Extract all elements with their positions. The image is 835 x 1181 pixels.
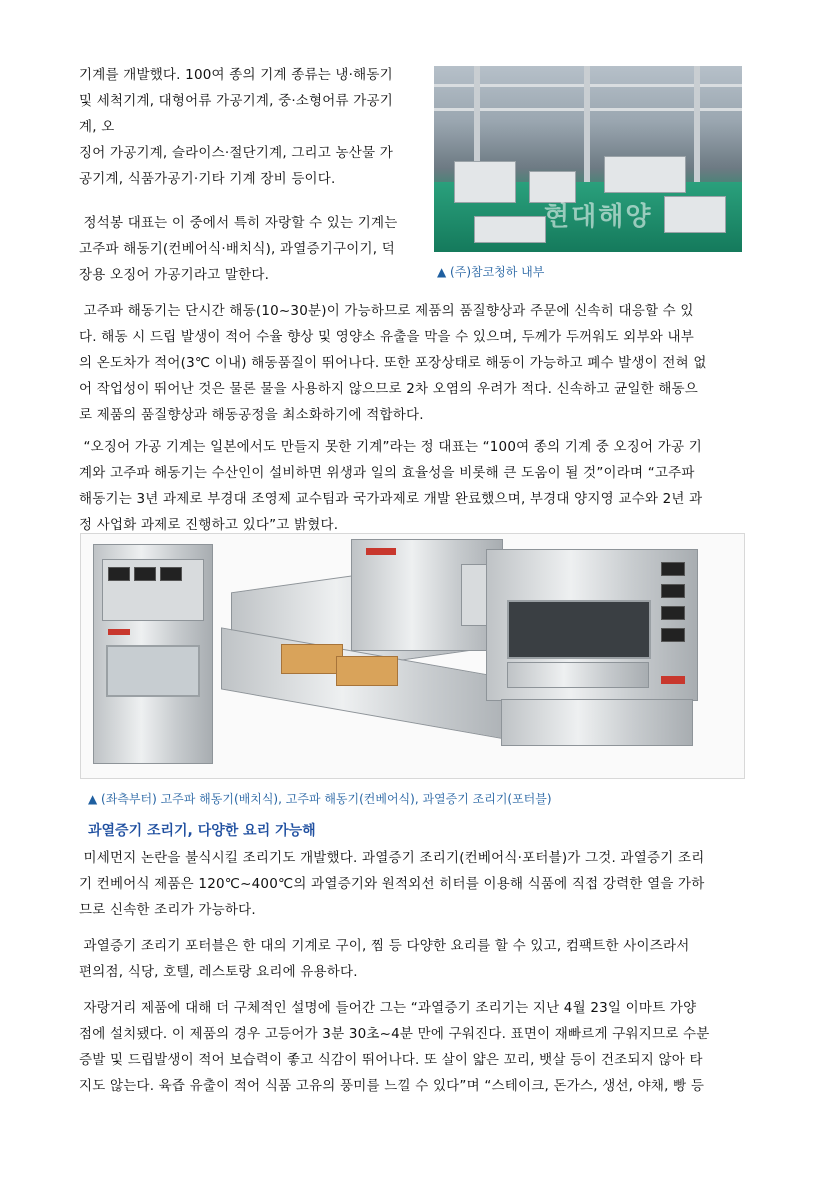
- text-line: 의 온도차가 적어(3℃ 이내) 해동품질이 뛰어나다. 또한 포장상태로 해동이 가능하고 폐수 발생이 전혀 없: [79, 355, 707, 371]
- text-line: 및 세척기계, 대형어류 가공기계, 중·소형어류 가공기: [79, 93, 393, 109]
- text-line: 기계를 개발했다. 100여 종의 기계 종류는 냉·해동기: [79, 67, 393, 83]
- watermark: 현대해양: [544, 202, 653, 232]
- text-line: 로 제품의 품질향상과 해동공정을 최소화하기에 적합하다.: [79, 407, 424, 423]
- text-line: 징어 가공기계, 슬라이스·절단기계, 그리고 농산물 가: [79, 145, 393, 161]
- intro-paragraph-2: [79, 210, 424, 288]
- text-line: 정석봉 대표는 이 중에서 특히 자랑할 수 있는 기계는: [79, 215, 398, 231]
- text-line: 과열증기 조리기 포터블은 한 대의 기계로 구이, 찜 등 다양한 요리를 할 수 있고, 컴팩트한 사이즈라서: [79, 938, 690, 954]
- photo-caption: ▲ (좌측부터) 고주파 해동기(배치식), 고주파 해동기(컨베어식), 과열증기 조리기(포터블): [88, 792, 552, 806]
- text-line: 미세먼지 논란을 불식시킬 조리기도 개발했다. 과열증기 조리기(컨베어식·포터블)가 그것. 과열증기 조리: [79, 850, 705, 866]
- text-line: 고주파 해동기는 단시간 해동(10~30분)이 가능하므로 제품의 품질향상과 주문에 신속히 대응할 수 있: [79, 303, 694, 319]
- paragraph-thawing: [79, 298, 759, 428]
- text-line: 므로 신속한 조리가 가능하다.: [79, 902, 256, 918]
- text-line: 증발 및 드립발생이 적어 보습력이 좋고 식감이 뛰어나다. 또 살이 얇은 꼬리, 뱃살 등이 건조되지 않아 타: [79, 1052, 703, 1068]
- factory-interior-photo: [434, 66, 742, 252]
- paragraph-portable: [79, 933, 759, 985]
- batch-thawer-image: [93, 544, 213, 764]
- text-line: 공기계, 식품가공기·기타 기계 장비 등이다.: [79, 171, 336, 187]
- paragraph-cooker: [79, 845, 759, 923]
- text-line: 해동기는 3년 과제로 부경대 조영제 교수팀과 국가과제로 개발 완료했으며, 부경대 양지영 교수와 2년 과: [79, 491, 703, 507]
- text-line: 정 사업화 과제로 진행하고 있다”고 밝혔다.: [79, 517, 339, 533]
- text-line: “오징어 가공 기계는 일본에서도 만들지 못한 기계”라는 정 대표는 “100여 종의 기계 중 오징어 가공 기: [79, 439, 702, 455]
- text-line: 어 작업성이 뛰어난 것은 물론 물을 사용하지 않으므로 2차 오염의 우려가 적다. 신속하고 균일한 해동으: [79, 381, 699, 397]
- text-line: 점에 설치됐다. 이 제품의 경우 고등어가 3분 30초~4분 만에 구워진다. 표면이 재빠르게 구워지므로 수분: [79, 1026, 710, 1042]
- text-line: 장용 오징어 가공기라고 말한다.: [79, 267, 270, 283]
- text-line: 자랑거리 제품에 대해 더 구체적인 설명에 들어간 그는 “과열증기 조리기는 지난 4월 23일 이마트 가양: [79, 1000, 697, 1016]
- paragraph-quote: [79, 434, 759, 538]
- photo-caption: ▲ (주)참코청하 내부: [437, 265, 545, 279]
- machines-photo: [80, 533, 745, 779]
- text-line: 지도 않는다. 육즙 유출이 적어 식품 고유의 풍미를 느낄 수 있다”며 “스테이크, 돈가스, 생선, 야채, 빵 등: [79, 1078, 705, 1094]
- intro-paragraph: [79, 62, 424, 192]
- text-line: 계와 고주파 해동기는 수산인이 설비하면 위생과 일의 효율성을 비롯해 큰 도움이 될 것”이라며 “고주파: [79, 465, 695, 481]
- text-line: 기 컨베어식 제품은 120℃~400℃의 과열증기와 원적외선 히터를 이용해 식품에 직접 강력한 열을 가하: [79, 876, 705, 892]
- text-line: 계, 오: [79, 119, 115, 135]
- paragraph-emart: [79, 995, 759, 1099]
- portable-steam-cooker-image: [486, 549, 698, 701]
- text-line: 편의점, 식당, 호텔, 레스토랑 요리에 유용하다.: [79, 964, 358, 980]
- text-line: 고주파 해동기(컨베어식·배치식), 과열증기구이기, 덕: [79, 241, 395, 257]
- section-heading: 과열증기 조리기, 다양한 요리 가능해: [88, 823, 316, 839]
- text-line: 다. 해동 시 드립 발생이 적어 수율 향상 및 영양소 유출을 막을 수 있으며, 두께가 두꺼워도 외부와 내부: [79, 329, 694, 345]
